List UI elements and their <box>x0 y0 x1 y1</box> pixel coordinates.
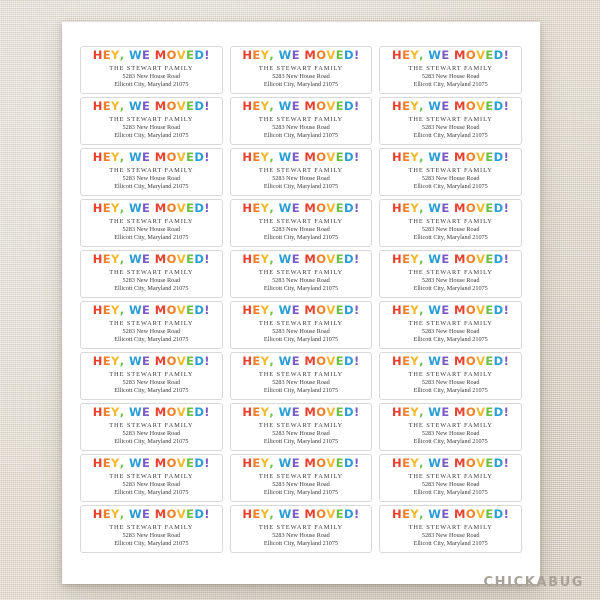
label-address-line1: 5283 New House Road <box>421 379 480 387</box>
label-address-line1: 5283 New House Road <box>421 328 480 336</box>
label-family-name: THE STEWART FAMILY <box>109 371 194 379</box>
address-label <box>379 46 522 94</box>
label-headline: HEY, WE MOVED! <box>92 251 210 266</box>
address-label <box>230 148 373 196</box>
address-label <box>80 454 223 502</box>
label-family-name: THE STEWART FAMILY <box>258 218 344 226</box>
label-address-line1: 5283 New House Road <box>122 175 181 183</box>
label-family-name: THE STEWART FAMILY <box>258 371 344 379</box>
label-address-line1: 5283 New House Road <box>122 379 181 387</box>
label-family-name: THE STEWART FAMILY <box>258 65 344 73</box>
address-label <box>230 46 373 94</box>
label-family-name: THE STEWART FAMILY <box>408 473 493 481</box>
label-grid <box>80 46 522 553</box>
label-headline: HEY, WE MOVED! <box>392 506 510 521</box>
label-family-name: THE STEWART FAMILY <box>258 473 344 481</box>
label-family-name: THE STEWART FAMILY <box>408 524 493 532</box>
label-address-line1: 5283 New House Road <box>272 379 330 387</box>
label-headline: HEY, WE MOVED! <box>392 251 510 266</box>
label-address-line2: Ellicott City, Maryland 21075 <box>114 132 189 140</box>
label-headline: HEY, WE MOVED! <box>392 47 510 62</box>
address-label <box>379 352 522 400</box>
label-address-line2: Ellicott City, Maryland 21075 <box>114 81 189 89</box>
label-address-line1: 5283 New House Road <box>421 175 480 183</box>
label-headline: HEY, WE MOVED! <box>392 353 510 368</box>
address-label <box>379 403 522 451</box>
address-label <box>80 250 223 298</box>
label-family-name: THE STEWART FAMILY <box>408 167 493 175</box>
label-family-name: THE STEWART FAMILY <box>408 116 493 124</box>
address-label <box>230 301 373 349</box>
label-headline: HEY, WE MOVED! <box>392 404 510 419</box>
label-address-line2: Ellicott City, Maryland 21075 <box>413 336 488 344</box>
label-family-name: THE STEWART FAMILY <box>109 473 194 481</box>
label-address-line1: 5283 New House Road <box>421 532 480 540</box>
address-label <box>230 454 373 502</box>
label-headline: HEY, WE MOVED! <box>392 455 510 470</box>
label-headline: HEY, WE MOVED! <box>242 47 360 62</box>
label-address-line1: 5283 New House Road <box>421 124 480 132</box>
label-address-line1: 5283 New House Road <box>421 73 480 81</box>
label-headline: HEY, WE MOVED! <box>242 98 360 113</box>
label-family-name: THE STEWART FAMILY <box>258 269 344 277</box>
label-headline: HEY, WE MOVED! <box>92 506 210 521</box>
address-label <box>379 454 522 502</box>
label-address-line2: Ellicott City, Maryland 21075 <box>413 234 488 242</box>
label-address-line2: Ellicott City, Maryland 21075 <box>413 81 488 89</box>
address-label <box>80 403 223 451</box>
label-headline: HEY, WE MOVED! <box>392 98 510 113</box>
label-address-line2: Ellicott City, Maryland 21075 <box>263 438 339 446</box>
label-headline: HEY, WE MOVED! <box>242 302 360 317</box>
label-address-line2: Ellicott City, Maryland 21075 <box>114 336 189 344</box>
label-address-line2: Ellicott City, Maryland 21075 <box>263 336 339 344</box>
label-family-name: THE STEWART FAMILY <box>408 65 493 73</box>
label-address-line1: 5283 New House Road <box>421 430 480 438</box>
label-headline: HEY, WE MOVED! <box>242 200 360 215</box>
address-label <box>230 199 373 247</box>
label-headline: HEY, WE MOVED! <box>92 455 210 470</box>
label-family-name: THE STEWART FAMILY <box>408 320 493 328</box>
label-address-line2: Ellicott City, Maryland 21075 <box>263 540 339 548</box>
label-family-name: THE STEWART FAMILY <box>408 218 493 226</box>
label-address-line1: 5283 New House Road <box>122 430 181 438</box>
label-headline: HEY, WE MOVED! <box>92 353 210 368</box>
label-address-line2: Ellicott City, Maryland 21075 <box>263 489 339 497</box>
label-family-name: THE STEWART FAMILY <box>258 422 344 430</box>
watermark-chickabug: CHICKABUG <box>483 575 584 590</box>
label-address-line1: 5283 New House Road <box>122 328 181 336</box>
address-label <box>230 403 373 451</box>
address-label <box>379 250 522 298</box>
label-family-name: THE STEWART FAMILY <box>258 524 344 532</box>
label-headline: HEY, WE MOVED! <box>242 353 360 368</box>
label-address-line2: Ellicott City, Maryland 21075 <box>263 132 339 140</box>
label-address-line2: Ellicott City, Maryland 21075 <box>114 438 189 446</box>
address-label <box>379 97 522 145</box>
label-family-name: THE STEWART FAMILY <box>109 167 194 175</box>
label-address-line2: Ellicott City, Maryland 21075 <box>263 183 339 191</box>
label-headline: HEY, WE MOVED! <box>242 506 360 521</box>
label-address-line2: Ellicott City, Maryland 21075 <box>413 489 488 497</box>
label-family-name: THE STEWART FAMILY <box>109 422 194 430</box>
label-address-line2: Ellicott City, Maryland 21075 <box>413 183 488 191</box>
label-headline: HEY, WE MOVED! <box>92 404 210 419</box>
label-headline: HEY, WE MOVED! <box>242 455 360 470</box>
label-address-line1: 5283 New House Road <box>122 277 181 285</box>
label-headline: HEY, WE MOVED! <box>392 200 510 215</box>
label-address-line1: 5283 New House Road <box>122 226 181 234</box>
label-address-line2: Ellicott City, Maryland 21075 <box>413 132 488 140</box>
label-address-line1: 5283 New House Road <box>122 73 181 81</box>
label-headline: HEY, WE MOVED! <box>392 149 510 164</box>
address-label <box>80 46 223 94</box>
address-label <box>230 97 373 145</box>
label-family-name: THE STEWART FAMILY <box>109 269 194 277</box>
label-headline: HEY, WE MOVED! <box>92 149 210 164</box>
label-address-line1: 5283 New House Road <box>272 73 330 81</box>
label-address-line2: Ellicott City, Maryland 21075 <box>413 285 488 293</box>
label-address-line2: Ellicott City, Maryland 21075 <box>413 387 488 395</box>
label-headline: HEY, WE MOVED! <box>242 404 360 419</box>
label-headline: HEY, WE MOVED! <box>92 302 210 317</box>
address-label <box>80 97 223 145</box>
label-family-name: THE STEWART FAMILY <box>258 320 344 328</box>
label-address-line1: 5283 New House Road <box>272 226 330 234</box>
address-label <box>230 352 373 400</box>
label-headline: HEY, WE MOVED! <box>92 47 210 62</box>
label-family-name: THE STEWART FAMILY <box>408 422 493 430</box>
label-address-line2: Ellicott City, Maryland 21075 <box>413 540 488 548</box>
label-address-line2: Ellicott City, Maryland 21075 <box>114 285 189 293</box>
label-address-line2: Ellicott City, Maryland 21075 <box>114 234 189 242</box>
label-address-line1: 5283 New House Road <box>272 277 330 285</box>
label-address-line2: Ellicott City, Maryland 21075 <box>263 234 339 242</box>
label-family-name: THE STEWART FAMILY <box>109 524 194 532</box>
address-label <box>230 250 373 298</box>
label-address-line1: 5283 New House Road <box>272 481 330 489</box>
label-address-line2: Ellicott City, Maryland 21075 <box>263 81 339 89</box>
address-label <box>80 352 223 400</box>
address-label <box>80 301 223 349</box>
address-label <box>80 199 223 247</box>
label-address-line2: Ellicott City, Maryland 21075 <box>114 183 189 191</box>
label-sheet <box>62 22 540 584</box>
label-address-line2: Ellicott City, Maryland 21075 <box>114 489 189 497</box>
label-address-line2: Ellicott City, Maryland 21075 <box>413 438 488 446</box>
label-address-line2: Ellicott City, Maryland 21075 <box>114 540 189 548</box>
label-headline: HEY, WE MOVED! <box>242 251 360 266</box>
label-family-name: THE STEWART FAMILY <box>109 116 194 124</box>
label-headline: HEY, WE MOVED! <box>92 98 210 113</box>
label-family-name: THE STEWART FAMILY <box>109 320 194 328</box>
label-address-line1: 5283 New House Road <box>272 430 330 438</box>
label-address-line1: 5283 New House Road <box>272 328 330 336</box>
label-address-line1: 5283 New House Road <box>272 532 330 540</box>
label-family-name: THE STEWART FAMILY <box>109 218 194 226</box>
label-address-line1: 5283 New House Road <box>272 124 330 132</box>
label-address-line1: 5283 New House Road <box>122 532 181 540</box>
label-address-line2: Ellicott City, Maryland 21075 <box>263 285 339 293</box>
label-family-name: THE STEWART FAMILY <box>258 116 344 124</box>
address-label <box>379 148 522 196</box>
label-address-line1: 5283 New House Road <box>421 226 480 234</box>
address-label <box>80 148 223 196</box>
label-address-line1: 5283 New House Road <box>421 277 480 285</box>
label-address-line2: Ellicott City, Maryland 21075 <box>114 387 189 395</box>
label-address-line1: 5283 New House Road <box>122 124 181 132</box>
address-label <box>230 505 373 553</box>
address-label <box>379 199 522 247</box>
label-family-name: THE STEWART FAMILY <box>258 167 344 175</box>
label-family-name: THE STEWART FAMILY <box>408 371 493 379</box>
label-family-name: THE STEWART FAMILY <box>109 65 194 73</box>
label-address-line1: 5283 New House Road <box>421 481 480 489</box>
label-address-line1: 5283 New House Road <box>272 175 330 183</box>
address-label <box>379 301 522 349</box>
label-headline: HEY, WE MOVED! <box>242 149 360 164</box>
label-address-line2: Ellicott City, Maryland 21075 <box>263 387 339 395</box>
label-headline: HEY, WE MOVED! <box>392 302 510 317</box>
label-family-name: THE STEWART FAMILY <box>408 269 493 277</box>
label-headline: HEY, WE MOVED! <box>92 200 210 215</box>
address-label <box>379 505 522 553</box>
address-label <box>80 505 223 553</box>
label-address-line1: 5283 New House Road <box>122 481 181 489</box>
